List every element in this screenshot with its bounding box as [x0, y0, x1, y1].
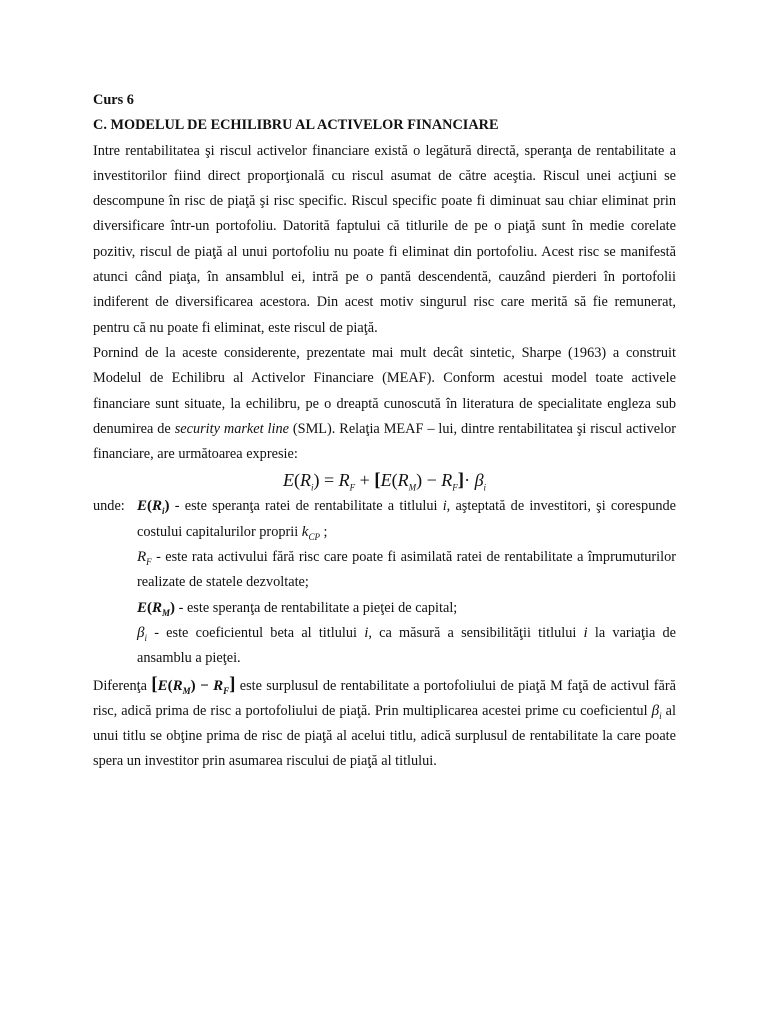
section-heading: C. MODELUL DE ECHILIBRU AL ACTIVELOR FINANCIARE — [93, 117, 499, 134]
meaf-equation: $E(R_i) = R_F + [E(R_M) - R_F]\cdot \beta_i$ — [282, 470, 487, 494]
definitions-intro: unde: — [93, 498, 125, 515]
paragraph-intro: Intre rentabilitatea şi riscul activelor financiare există o legătură directă, speranţa de rentabilitate a investitorilor fiind direct proporţională cu riscul asumat de către aceştia. Riscul unei acţiuni se descompune în risc de piaţă şi risc specific. Riscul specific poate fi diminuat sau chiar eliminat prin diversificare într-un portofoliu. Datorită faptului că titlurile de pe o piaţă sunt în medie corelate pozitiv, riscul de piaţă al unui portofoliu nu poate fi eliminat din portofoliu. Acest risc se manifestă atunci când piaţa, în ansamblul ei, intră pe o pantă descendentă, cauzând pierderi în portofolii indiferent de diversificarea acestora. Din acest motiv singurul risc care merită să fie remunerat, pentru că nu poate fi eliminat, este riscul de piaţă. — [93, 142, 676, 336]
paragraph-sharpe — [93, 341, 676, 467]
paragraph-difference: Diferenţa $[E(R_M) - R_F]$ este surplusul de rentabilitate a portofoliului de piaţă M faţă de activul fără risc, adică prima de risc a portofoliului de piaţă. Prin multiplicarea acestei prime cu coeficientul $\beta_i$ al unui titlu se obţine prima de risc de piaţă al acelui titlu, adică surplusul de rentabilitate la care poate spera un investitor prin asumarea riscului de piaţă al titlului. — [93, 673, 676, 770]
definition-expected-return: unde: $E(R_i)$ - este speranţa ratei de rentabilitate a titlului i, aşteptată de investitori, şi corespunde costului capitalurilor proprii $k_{CP}$ ; — [93, 494, 676, 545]
definition-beta: $\beta_i$ - este coeficientul beta al titlului i, ca măsură a sensibilităţii titlului i la variaţia de ansamblu a pieţei. — [137, 624, 676, 667]
course-label: Curs 6 — [93, 92, 134, 108]
definition-market-return: $E(R_M)$ - este speranţa de rentabilitate a pieţei de capital; — [137, 599, 458, 618]
definition-risk-free: $R_F$ - este rata activului fără risc care poate fi asimilată ratei de rentabilitate a împrumuturilor realizate de statele dezvoltate; — [137, 549, 676, 591]
document-page — [93, 88, 676, 775]
paragraph-sharpe-text-b: (SML). Relaţia MEAF – lui, dintre rentabilitatea şi riscul activelor financiare, are următoarea expresie: — [93, 420, 676, 463]
sml-term: security market line — [174, 420, 289, 437]
paragraph-sharpe-text-a: Pornind de la aceste considerente, prezentate mai mult decât sintetic, Sharpe (1963) a construit Modelul de Echilibru al Activelor Financiare (MEAF). Conform acestui model toate activele financiare sunt situate, la echilibru, pe o dreaptă cunoscută în literatura de specialitate engleza sub denumirea de — [93, 344, 676, 437]
